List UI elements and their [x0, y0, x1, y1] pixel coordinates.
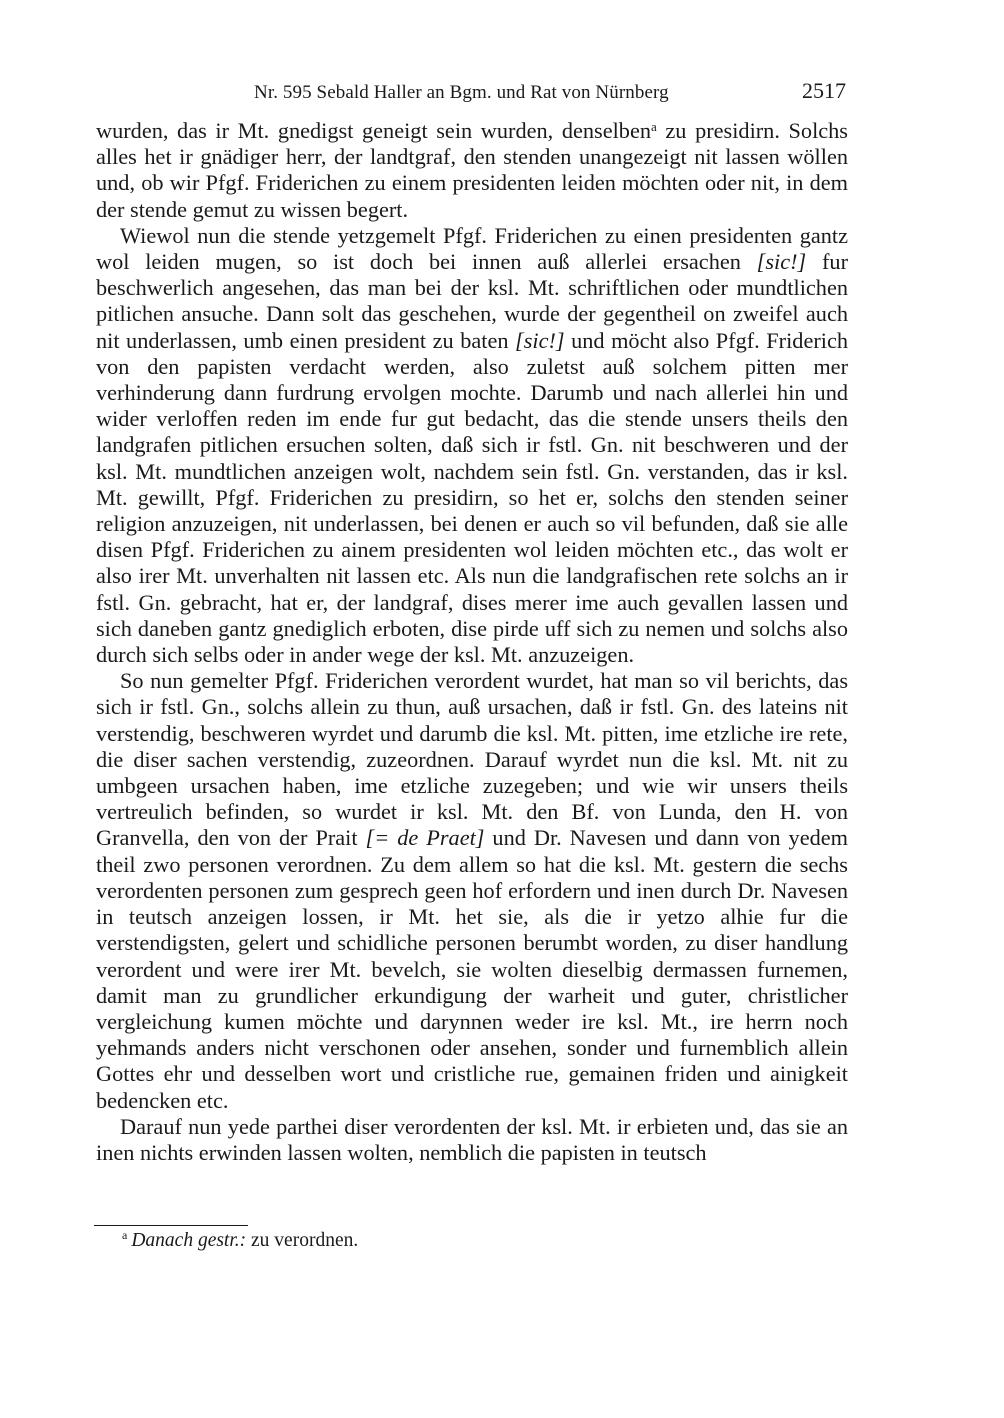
paragraph-2-text-2: fur beschwerlich angesehen, das man bei der ksl. Mt. schriftlichen oder mundtlichen pitlichen ansuche. Dann solt das geschehen, wurde der gegentheil on zweifel auch nit underlassen, umb einen president zu baten [96, 249, 848, 353]
running-head: Nr. 595 Sebald Haller an Bgm. und Rat von Nürnberg [254, 82, 669, 103]
footnote-a-marker: a [122, 1228, 128, 1242]
paragraph-1 [96, 118, 848, 223]
footnote-a [122, 1229, 358, 1253]
paragraph-2-text-1: Wiewol nun die stende yetzgemelt Pfgf. Friderichen zu einen presidenten gantz wol leiden mugen, so ist doch bei innen auß allerlei ersachen [96, 222, 848, 275]
footnote-a-label: Danach gestr.: [131, 1230, 247, 1251]
paragraph-3 [96, 668, 848, 1113]
editorial-sic-2: [sic!] [515, 327, 565, 353]
page-number: 2517 [802, 78, 846, 103]
paragraph-4-text-1: Darauf nun yede parthei diser verordenten der ksl. Mt. ir erbieten und, das sie an inen nichts erwinden lassen wolten, nemblich die papisten in teutsch [96, 1113, 848, 1165]
editorial-note-praet: [= de Praet] [365, 825, 485, 851]
paragraph-3-text-2: und Dr. Navesen und dann von yedem theil zwo personen verordnen. Zu dem allem so hat die ksl. Mt. gestern die sechs verordenten personen zum gesprech geen hof erfordern und inen durch Dr. Navesen in teutsch anzeigen lossen, ir Mt. het sie, als die ir yetzo alhie fur die verstendigsten, gelert und schidliche personen berumbt worden, zu diser handlung verordent und were irer Mt. bevelch, sie wolten dieselbig dermassen furnemen, damit man zu grundlicher erkundigung der warheit und guter, christlicher vergleichung kumen möchte und darynnen weder ire ksl. Mt., ire herrn noch yehmands anders nicht verschonen oder ansehen, sonder und furnemblich allein Gottes ehr und desselben wort und cristliche rue, gemainen friden und ainigkeit bedencken etc. [96, 825, 848, 1113]
page-header [96, 78, 848, 110]
footnote-marker-a: a [651, 119, 657, 134]
body-text [96, 118, 848, 1166]
paragraph-4 [96, 1114, 848, 1166]
paragraph-1-text-2: zu presidirn. Solchs alles het ir gnädiger herr, der landtgraf, den stenden unangezeigt nit lassen wöllen und, ob wir Pfgf. Friderichen zu einem presidenten leiden möchten oder nit, in dem der stende gemut zu wissen begert. [96, 118, 848, 222]
footnote-divider [94, 1225, 248, 1226]
paragraph-2-text-3: und möcht also Pfgf. Friderich von den papisten verdacht werden, also zuletst auß solchem pitten mer verhinderung dann furdrung ervolgen mochte. Darumb und nach allerlei hin und wider verloffen reden im ende fur gut bedacht, das die stende unsers theils den landgrafen pitlichen ersuchen solten, daß sich ir fstl. Gn. nit beschweren und der ksl. Mt. mundtlichen anzeigen wolt, nachdem sein fstl. Gn. verstanden, das ir ksl. Mt. gewillt, Pfgf. Friderichen zu presidirn, so het er, solchs den stenden seiner religion anzuzeigen, nit underlassen, bei denen er auch so vil befunden, daß sie alle disen Pfgf. Friderichen zu ainem presidenten wol leiden möchten etc., das wolt er also irer Mt. unverhalten nit lassen etc. Als nun die landgrafischen rete solchs an ir fstl. Gn. gebracht, hat er, der landgraf, dises merer ime auch gevallen lassen und sich daneben gantz gnediglich erboten, dise pirde uff sich zu nemen und solchs also durch sich selbs oder in ander wege der ksl. Mt. anzuzeigen. [96, 327, 849, 668]
paragraph-3-text-1: So nun gemelter Pfgf. Friderichen verordent wurdet, hat man so vil berichts, das sich ir fstl. Gn., solchs allein zu thun, auß ursachen, daß ir fstl. Gn. des lateins nit verstendig, beschweren wyrdet und darumb die ksl. Mt. pitten, ime etzliche ire rete, die diser sachen verstendig, zuzeordnen. Darauf wyrdet nun die ksl. Mt. nit zu umbgeen ursachen haben, ime etzliche zuzegeben; und wie wir unsers theils vertreulich befinden, so wurdet ir ksl. Mt. den Bf. von Lunda, den H. von Granvella, den von der Prait [96, 668, 848, 851]
footnote-a-text: zu verordnen. [246, 1230, 359, 1251]
editorial-sic-1: [sic!] [756, 249, 807, 275]
paragraph-1-text-1: wurden, das ir Mt. gnedigst geneigt sein wurden, denselben [96, 118, 652, 143]
paragraph-2 [96, 223, 848, 668]
